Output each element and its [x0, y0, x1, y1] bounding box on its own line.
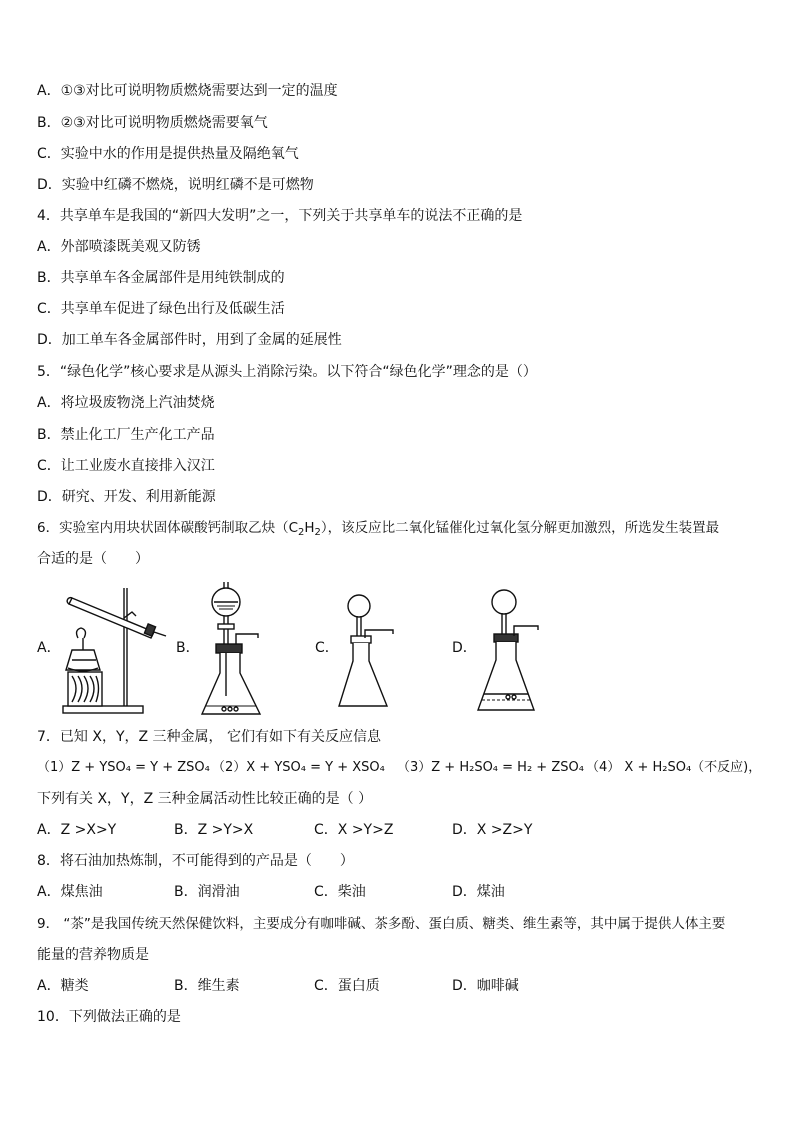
- q8-option-a: A．煤焦油: [37, 884, 103, 900]
- q9-option-a: A．糖类: [37, 978, 89, 994]
- apparatus-c-long-neck-funnel: [335, 588, 405, 712]
- q9-stem-line2: 能量的营养物质是: [37, 947, 149, 963]
- q5-option-d: D．研究、开发、利用新能源: [37, 489, 216, 505]
- q7-option-c: C．X >Y>Z: [314, 822, 394, 838]
- q5-option-b: B．禁止化工厂生产化工产品: [37, 427, 215, 443]
- q8-option-b: B．润滑油: [174, 884, 240, 900]
- q8-option-d: D．煤油: [452, 884, 505, 900]
- q3-option-b: B．②③对比可说明物质燃烧需要氧气: [37, 115, 268, 131]
- q7-reaction-2: （2）X + YSO₄ = Y + XSO₄: [212, 760, 385, 775]
- q4-option-a: A．外部喷漆既美观又防锈: [37, 239, 201, 255]
- q6-stem: 6．实验室内用块状固体碳酸钙制取乙炔$(C_2H_2)$，该反应比二氧化锰催化过氧化氢分解更加激烈，所选发生装置最: [37, 520, 720, 538]
- q8-option-c: C．柴油: [314, 884, 366, 900]
- q9-option-c: C．蛋白质: [314, 978, 380, 994]
- q6-label-b: B．: [176, 640, 200, 656]
- q6-label-d: D．: [452, 640, 477, 656]
- q7-stem: 7．已知 X，Y，Z 三种金属， 它们有如下有关反应信息: [37, 729, 381, 745]
- q6-label-c: C．: [315, 640, 339, 656]
- q9-option-d: D．咖啡碱: [452, 978, 519, 994]
- q5-option-a: A．将垃圾废物浇上汽油焚烧: [37, 395, 215, 411]
- apparatus-a-heating-setup: [58, 580, 173, 718]
- q7-option-b: B．Z >Y>X: [174, 822, 254, 838]
- q9-option-b: B．维生素: [174, 978, 240, 994]
- apparatus-d-funnel-with-plate: [470, 584, 550, 716]
- q7-option-a: A．Z >X>Y: [37, 822, 117, 838]
- q5-stem: 5．“绿色化学”核心要求是从源头上消除污染。以下符合“绿色化学”理念的是（）: [37, 364, 537, 380]
- q3-option-d: D．实验中红磷不燃烧，说明红磷不是可燃物: [37, 177, 314, 193]
- q6-label-a: A．: [37, 640, 61, 656]
- q7-reaction-1: （1）Z + YSO₄ = Y + ZSO₄: [37, 760, 210, 775]
- q7-reaction-3: （3）Z + H₂SO₄ = H₂ + ZSO₄: [397, 760, 584, 775]
- q7-reaction-4: （4） X + H₂SO₄（不反应)，: [586, 760, 762, 775]
- q5-option-c: C．让工业废水直接排入汉江: [37, 458, 215, 474]
- q4-option-d: D．加工单车各金属部件时，用到了金属的延展性: [37, 332, 342, 348]
- q4-stem: 4．共享单车是我国的“新四大发明”之一，下列关于共享单车的说法不正确的是: [37, 208, 523, 224]
- q6-stem-line2: 合适的是（ ）: [37, 551, 149, 567]
- q7-question: 下列有关 X，Y，Z 三种金属活动性比较正确的是（ ）: [37, 791, 373, 807]
- q3-option-a: A．①③对比可说明物质燃烧需要达到一定的温度: [37, 83, 338, 99]
- q4-option-b: B．共享单车各金属部件是用纯铁制成的: [37, 270, 285, 286]
- apparatus-b-separatory-funnel: [196, 578, 276, 720]
- q7-option-d: D．X >Z>Y: [452, 822, 533, 838]
- q8-stem: 8．将石油加热炼制，不可能得到的产品是（ ）: [37, 853, 354, 869]
- q3-option-c: C．实验中水的作用是提供热量及隔绝氧气: [37, 146, 299, 162]
- q4-option-c: C．共享单车促进了绿色出行及低碳生活: [37, 301, 285, 317]
- q10-stem: 10．下列做法正确的是: [37, 1009, 181, 1025]
- q9-stem: 9． “茶”是我国传统天然保健饮料，主要成分有咖啡碱、茶多酚、蛋白质、糖类、维生素等，其中属于提供人体主要: [37, 916, 726, 932]
